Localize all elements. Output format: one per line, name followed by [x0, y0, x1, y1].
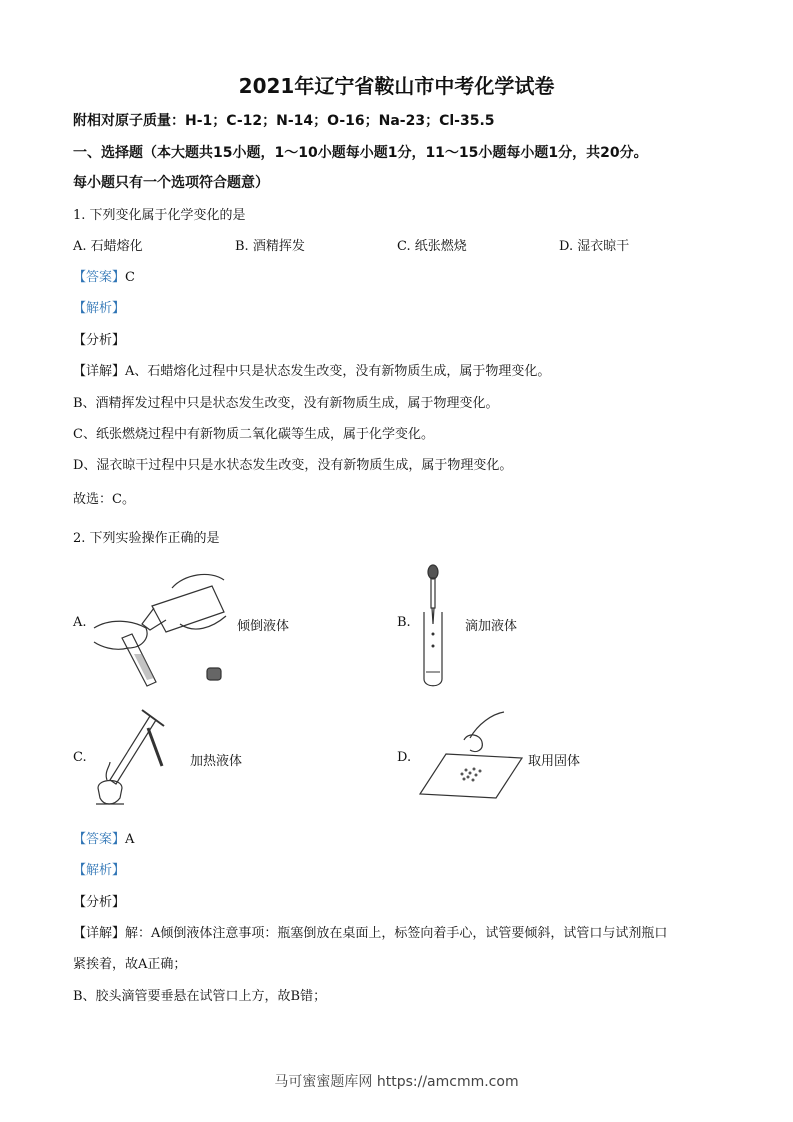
dropper-illustration	[416, 564, 452, 689]
q1-stem: 1. 下列变化属于化学变化的是	[73, 208, 246, 223]
q2-stem: 2. 下列实验操作正确的是	[73, 531, 220, 546]
q1-detail-c: C、纸张燃烧过程中有新物质二氧化碳等生成，属于化学变化。	[73, 427, 434, 442]
answer-tag: 【答案】	[73, 832, 126, 847]
q1-option-b: B. 酒精挥发	[235, 239, 305, 254]
q1-detail-d: D、湿衣晾干过程中只是水状态发生改变，没有新物质生成，属于物理变化。	[73, 458, 513, 473]
pouring-liquid-illustration	[92, 568, 232, 688]
q2-option-b-label: 滴加液体	[465, 619, 518, 634]
q1-answer	[73, 266, 135, 285]
detail-text: A、石蜡熔化过程中只是状态发生改变，没有新物质生成，属于物理变化。	[125, 364, 551, 379]
q2-jiexi-tag: 【解析】	[73, 863, 126, 878]
q2-detail-line2: 紧挨着，故A正确；	[73, 957, 187, 972]
section-heading-line2: 每小题只有一个选项符合题意）	[73, 175, 269, 191]
q1-detail-b: B、酒精挥发过程中只是状态发生改变，没有新物质生成，属于物理变化。	[73, 396, 499, 411]
q1-option-a: A. 石蜡熔化	[73, 239, 143, 254]
page-title: 2021年辽宁省鞍山市中考化学试卷	[238, 74, 555, 98]
answer-value: C	[125, 270, 135, 285]
heating-liquid-illustration	[90, 708, 180, 810]
q2-option-c-label: 加热液体	[190, 754, 243, 769]
q2-fenxi: 【分析】	[73, 895, 126, 910]
taking-solid-illustration	[418, 710, 524, 800]
detail-tag: 【详解】	[73, 926, 126, 941]
answer-tag: 【答案】	[73, 270, 126, 285]
detail-text: 解：A倾倒液体注意事项：瓶塞倒放在桌面上，标签向着手心，试管要倾斜，试管口与试剂瓶口	[125, 926, 668, 941]
q1-jiexi-tag: 【解析】	[73, 301, 126, 316]
q1-option-c: C. 纸张燃烧	[397, 239, 467, 254]
q2-option-c-letter: C.	[73, 750, 87, 765]
q1-option-d: D. 湿衣晾干	[559, 239, 630, 254]
q2-option-a-letter: A.	[73, 615, 87, 630]
detail-tag: 【详解】	[73, 364, 126, 379]
q1-conclusion: 故选：C。	[73, 492, 135, 507]
q1-detail-a	[73, 360, 550, 379]
q2-option-b-letter: B.	[397, 615, 411, 630]
q2-answer	[73, 828, 134, 847]
q2-option-d-letter: D.	[397, 750, 412, 765]
footer-watermark: 马可蜜蜜题库网 https://amcmm.com	[274, 1074, 519, 1090]
q1-fenxi: 【分析】	[73, 333, 126, 348]
q2-detail-line1	[73, 922, 667, 941]
q2-option-d-label: 取用固体	[528, 754, 581, 769]
q2-detail-line3: B、胶头滴管要垂悬在试管口上方，故B错；	[73, 989, 327, 1004]
section-heading-line1: 一、选择题（本大题共15小题，1～10小题每小题1分，11～15小题每小题1分，共20分。	[73, 145, 648, 161]
q2-option-a-label: 倾倒液体	[237, 619, 290, 634]
answer-value: A	[125, 832, 135, 847]
atomic-mass-line: 附相对原子质量：H-1；C-12；N-14；O-16；Na-23；Cl-35.5	[73, 113, 495, 129]
